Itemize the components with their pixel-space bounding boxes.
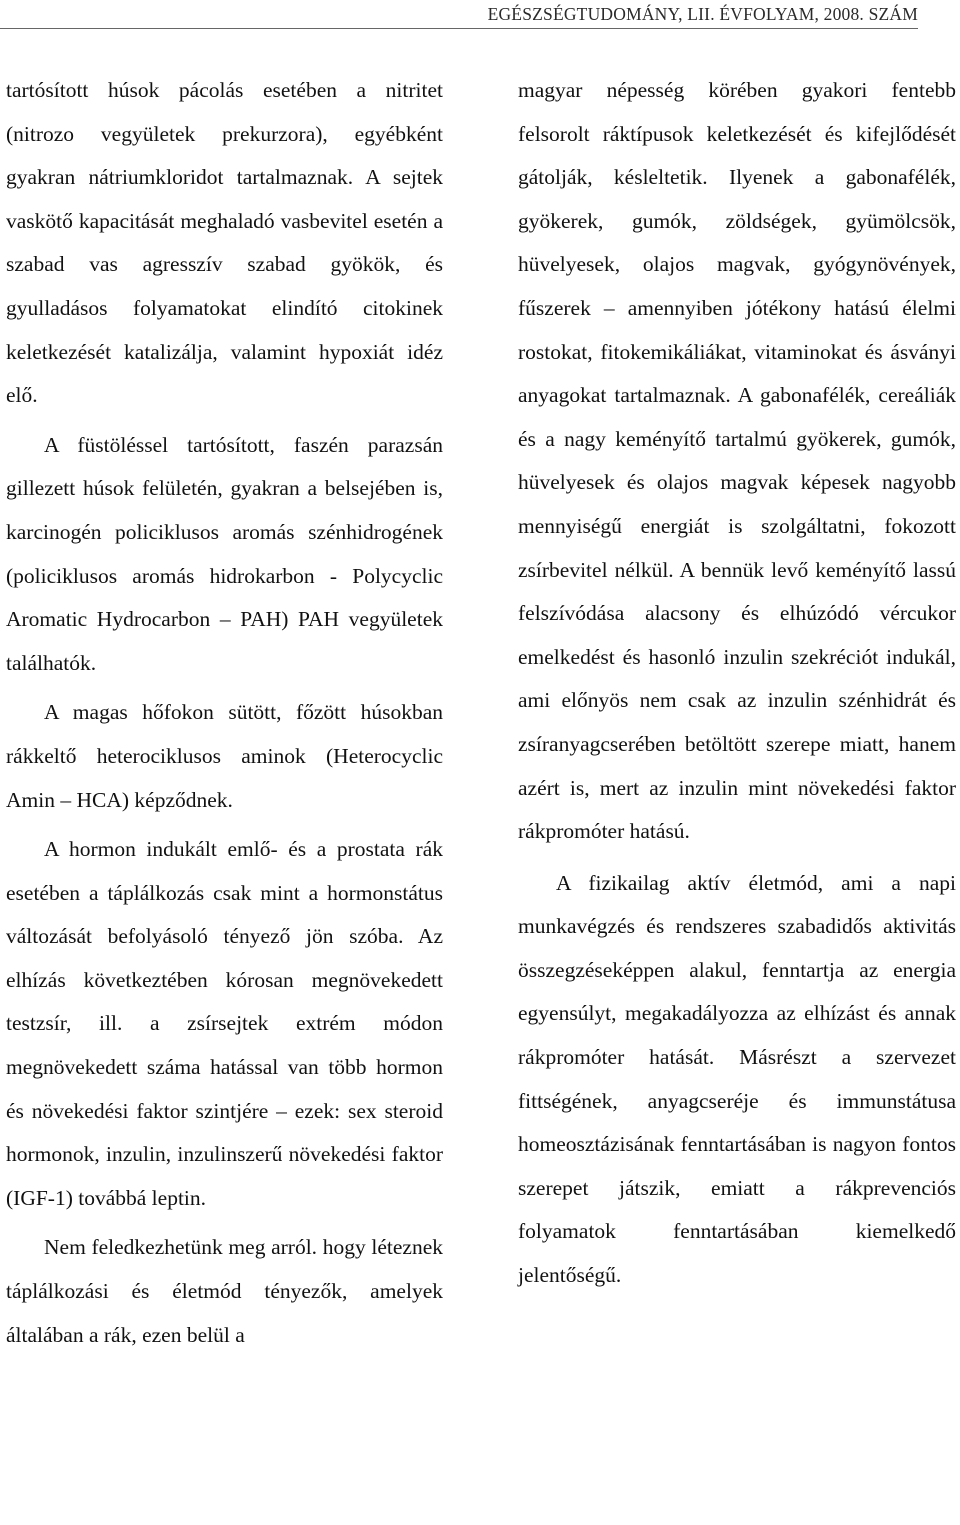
paragraph-hca: A magas hőfokon sütött, főzött húsokban rákkeltő heterociklusos aminok (Heterocyclic Amin – HCA) képződnek. — [6, 700, 443, 812]
running-header: EGÉSZSÉGTUDOMÁNY, LII. ÉVFOLYAM, 2008. SZÁM — [487, 4, 918, 24]
paragraph-pah: A füstöléssel tartósított, faszén parazsán gillezett húsok felületén, gyakran a belsejében is, karcinogén policiklusos aromás szénhidrogének (policiklusos aromás hidrokarbon - Polycyclic Aromatic Hydrocarbon – PAH) PAH vegyületek találhatók. — [6, 432, 443, 675]
paragraph-hormone: A hormon indukált emlő- és a prostata rák esetében a táplálkozás csak mint a hormonstátus változását befolyásoló tényező jön szóba. Az elhízás következtében kórosan megnövekedett testzsír, ill. a zsírsejtek extrém módon megnövekedett száma hatással van több hormon és növekedési faktor szintjére – ezek: sex steroid hormonok, inzulin, inzulinszerű növekedési faktor (IGF-1) továbbá leptin. — [6, 837, 443, 1210]
paragraph-plant-foods: magyar népesség körében gyakori fentebb felsorolt ráktípusok keletkezését és kifejlődését gátolják, késleltetik. Ilyenek a gabonafélék, gyökerek, gumók, zöldségek, gyümölcsök, hüvelyesek, olajos magvak, gyógynövények, fűszerek – amennyiben jótékony hatású élelmi rostokat, fitokemikáliákat, vitaminokat és ásványi anyagokat tartalmaznak. A gabonafélék, cereáliák és a nagy keményítő tartalmú gyökerek, gumók, hüvelyesek és olajos magvak képesek nagyobb mennyiségű energiát is szolgáltatni, fokozott zsírbevitel nélkül. A bennük levő keményítő lassú felszívódása alacsony és elhúzódó vércukor emelkedést és hasonló inzulin szekréciót indukál, ami előnyös nem csak az inzulin szénhidrát és zsíranyagcserében betöltött szerepe miatt, hanem azért is, mert az inzulin mint növekedési faktor rákpromóter hatású. — [518, 78, 956, 844]
paragraph-nitrite-iron: tartósított húsok pácolás esetében a nitritet (nitrozo vegyületek prekurzora), egyébként gyakran nátriumkloridot tartalmaznak. A sejtek vaskötő kapacitását meghaladó vasbevitel esetén a szabad vas agresszív szabad gyökök, és gyulladásos folyamatokat elindító citokinek keletkezését katalizálja, valamint hypoxiát idéz elő. — [6, 78, 443, 408]
right-column — [518, 69, 956, 1298]
paragraph-physical-activity: A fizikailag aktív életmód, ami a napi munkavégzés és rendszeres szabadidős aktivitás összegzéseképpen alakul, fenntartja az energia egyensúlyt, megakadályozza az elhízást és annak rákpromóter hatását. Másrészt a szervezet fittségének, anyagcseréje és immunstátusa homeosztázisának fenntartásában is nagyon fontos szerepet játszik, emiatt a rákprevenciós folyamatok fenntartásában kiemelkedő jelentőségű. — [518, 870, 956, 1288]
left-column — [6, 69, 443, 1357]
header-divider — [0, 28, 918, 29]
paragraph-protective-factors: Nem feledkezhetünk meg arról. hogy léteznek táplálkozási és életmód tényezők, amelyek általában a rák, ezen belül a — [6, 1235, 443, 1347]
